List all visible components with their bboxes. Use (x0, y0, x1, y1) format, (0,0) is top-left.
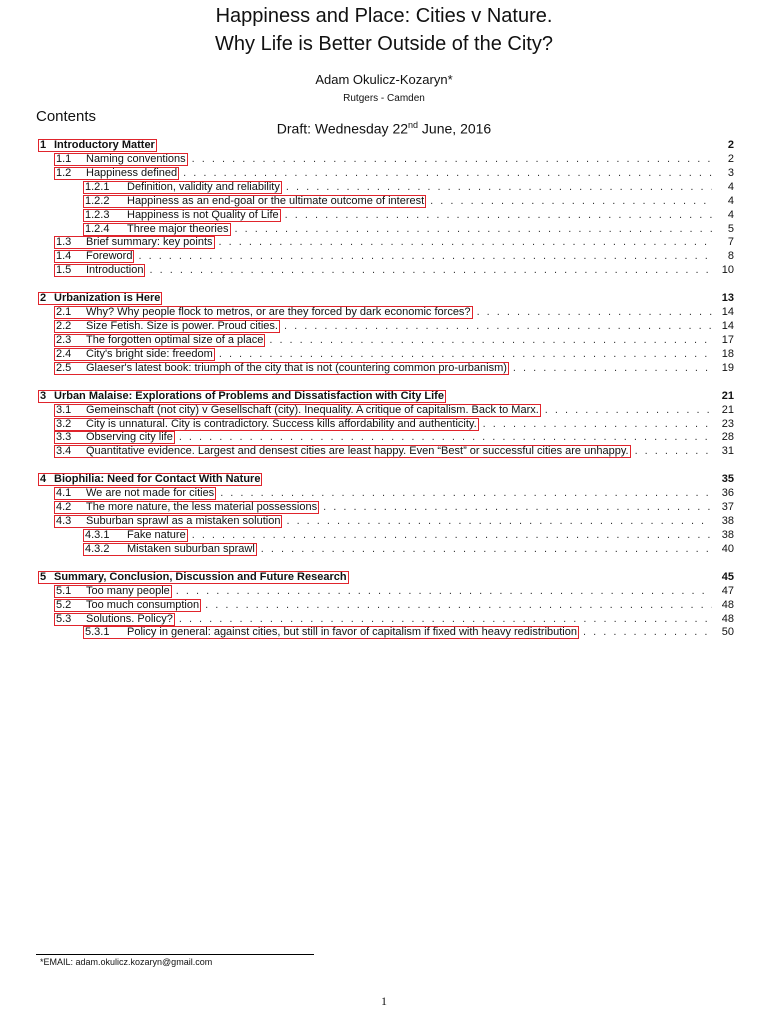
toc-entry (36, 501, 734, 514)
toc-page-number: 48 (721, 598, 734, 611)
toc-label: Definition, validity and reliability (127, 180, 280, 193)
toc-section (36, 571, 734, 584)
toc-entry (36, 626, 734, 639)
toc-dot-leader (215, 348, 712, 361)
toc-link[interactable] (38, 139, 157, 152)
toc-number: 4.1 (56, 487, 72, 500)
toc-dot-leader (426, 195, 712, 208)
toc-page-number: 4 (727, 194, 734, 207)
toc-label: We are not made for cities (86, 487, 215, 500)
toc-link[interactable] (83, 543, 257, 556)
toc-page-number: 28 (721, 431, 734, 444)
toc-number: 5.1 (56, 584, 72, 597)
toc-entry (36, 529, 734, 542)
toc-entry (36, 195, 734, 208)
toc-link[interactable] (54, 404, 541, 417)
toc-entry (36, 223, 734, 236)
toc-link[interactable] (54, 362, 509, 375)
toc-page-number: 23 (721, 417, 734, 430)
toc-link[interactable] (54, 167, 179, 180)
toc-label: Mistaken suburban sprawl (127, 542, 255, 555)
toc-number: 2.2 (56, 320, 72, 332)
footnote-rule (36, 954, 314, 955)
toc-page-number: 37 (721, 501, 734, 514)
contents-heading: Contents (36, 108, 97, 125)
toc-section (36, 473, 734, 486)
draft-prefix: Draft: Wednesday 22 (276, 120, 409, 137)
toc-dot-leader (265, 334, 712, 347)
toc-label: Gemeinschaft (not city) v Gesellschaft (city). Inequality. A critique of capitalism. Back to Marx. (86, 403, 539, 416)
toc-number: 3.3 (56, 431, 72, 444)
footnote-email: *EMAIL: adam.okulicz.kozaryn@gmail.com (40, 957, 213, 967)
toc-label: Quantitative evidence. Largest and densest cities are least happy. Even “Best” or successful cities are unhappy. (86, 445, 629, 458)
toc-number: 2.5 (56, 361, 72, 374)
toc-dot-leader (172, 585, 712, 598)
toc-dot-leader (201, 599, 712, 612)
draft-date (0, 120, 768, 137)
paper-title-line1: Happiness and Place: Cities v Nature. (215, 5, 553, 27)
toc-label: Naming conventions (86, 153, 186, 165)
toc-link[interactable] (54, 264, 145, 277)
toc-entry (36, 320, 734, 333)
toc-dot-leader (280, 320, 712, 333)
toc-link[interactable] (54, 153, 188, 166)
toc-link[interactable] (54, 445, 631, 458)
toc-label: Urbanization is Here (54, 292, 161, 305)
toc-dot-leader (215, 236, 712, 249)
toc-page-number: 10 (721, 264, 734, 277)
toc-entry (36, 445, 734, 458)
toc-page-number: 36 (721, 487, 734, 500)
toc-label: Introductory Matter (54, 139, 155, 151)
toc-number: 1 (40, 139, 47, 151)
toc-number: 1.1 (56, 153, 72, 165)
toc-page-number: 7 (727, 236, 734, 249)
toc-entry (36, 585, 734, 598)
toc-number: 1.2.1 (85, 180, 110, 193)
toc-label: Too many people (86, 584, 170, 597)
toc-link[interactable] (38, 473, 262, 486)
toc-link[interactable] (54, 501, 319, 514)
toc-link[interactable] (54, 320, 280, 333)
page-number: 1 (381, 994, 387, 1008)
toc-entry (36, 543, 734, 556)
toc-page-number: 3 (727, 166, 734, 179)
toc-number: 5.3 (56, 612, 72, 625)
toc-number: 4.3.2 (85, 542, 110, 555)
toc-link[interactable] (54, 515, 282, 528)
paper-title-line2: Why Life is Better Outside of the City? (215, 33, 553, 55)
toc-entry (36, 404, 734, 417)
toc-dot-leader (282, 515, 712, 528)
toc-link[interactable] (83, 626, 579, 639)
toc-entry (36, 181, 734, 194)
toc-label: Suburban sprawl as a mistaken solution (86, 515, 281, 527)
toc-link[interactable] (54, 487, 216, 500)
toc-link[interactable] (38, 390, 446, 403)
toc-number: 4 (40, 473, 47, 486)
toc-label: Observing city life (86, 431, 173, 444)
toc-label: Urban Malaise: Explorations of Problems and Dissatisfaction with City Life (54, 389, 444, 402)
toc-number: 1.3 (56, 236, 72, 249)
toc-page-number: 4 (727, 208, 734, 221)
toc-dot-leader (188, 153, 712, 166)
toc-link[interactable] (83, 195, 426, 208)
toc-link[interactable] (54, 585, 172, 598)
toc-number: 3 (40, 389, 47, 402)
toc-dot-leader (175, 613, 712, 626)
toc-link[interactable] (54, 599, 201, 612)
toc-page-number: 21 (721, 389, 734, 402)
toc-link[interactable] (54, 250, 134, 263)
toc-link[interactable] (54, 236, 215, 249)
toc-entry (36, 167, 734, 180)
toc-link[interactable] (54, 613, 175, 626)
toc-page-number: 18 (721, 347, 734, 360)
toc-number: 1.4 (56, 250, 72, 263)
toc-entry (36, 250, 734, 263)
draft-ordinal: nd (408, 120, 419, 130)
toc-page-number: 35 (721, 473, 734, 486)
toc-number: 1.5 (56, 264, 72, 277)
toc-dot-leader (473, 306, 712, 319)
toc-number: 5.3.1 (85, 626, 110, 639)
toc-dot-leader (231, 223, 713, 236)
toc-label: Foreword (86, 250, 133, 263)
toc-number: 1.2.2 (85, 194, 110, 207)
toc-dot-leader (281, 209, 712, 222)
toc-dot-leader (282, 181, 712, 194)
author-affiliation: Rutgers - Camden (343, 93, 425, 104)
toc-number: 3.1 (56, 403, 72, 416)
toc-label: Happiness as an end-goal or the ultimate outcome of interest (127, 194, 425, 207)
toc-entry (36, 209, 734, 222)
toc-label: Happiness defined (86, 166, 178, 179)
toc-entry (36, 348, 734, 361)
toc-entry (36, 431, 734, 444)
toc-entry (36, 264, 734, 277)
toc-dot-leader (631, 445, 712, 458)
toc-dot-leader (479, 418, 712, 431)
toc-page-number: 45 (721, 570, 734, 583)
toc-entry (36, 613, 734, 626)
toc-page-number: 40 (721, 542, 734, 555)
toc-dot-leader (179, 167, 712, 180)
toc-label: Solutions. Policy? (86, 612, 173, 625)
toc-page-number: 47 (721, 584, 734, 597)
toc-number: 1.2.4 (85, 222, 110, 235)
toc-page-number: 14 (721, 306, 734, 319)
toc-entry (36, 362, 734, 375)
toc-dot-leader (134, 250, 712, 263)
toc-dot-leader (216, 487, 712, 500)
toc-number: 5.2 (56, 598, 72, 611)
toc-link[interactable] (83, 529, 188, 542)
toc-number: 4.3.1 (85, 528, 110, 541)
toc-number: 3.4 (56, 445, 72, 458)
toc-number: 2.1 (56, 306, 72, 319)
toc-number: 4.2 (56, 501, 72, 514)
toc-entry (36, 334, 734, 347)
toc-dot-leader (257, 543, 712, 556)
toc-link[interactable] (83, 209, 281, 222)
toc-page-number: 8 (727, 250, 734, 263)
toc-label: Summary, Conclusion, Discussion and Future Research (54, 570, 347, 583)
toc-label: Policy in general: against cities, but still in favor of capitalism if fixed with heavy redistribution (127, 626, 577, 639)
toc-link[interactable] (38, 571, 349, 584)
toc-link[interactable] (38, 292, 162, 305)
toc-page-number: 38 (721, 515, 734, 527)
toc-dot-leader (579, 626, 712, 639)
toc-entry (36, 306, 734, 319)
toc-section (36, 390, 734, 403)
toc-link[interactable] (54, 348, 215, 361)
toc-entry (36, 599, 734, 612)
toc-label: Three major theories (127, 222, 229, 235)
toc-entry (36, 515, 734, 528)
toc-link[interactable] (54, 306, 473, 319)
toc-page-number: 2 (727, 153, 734, 165)
toc-number: 1.2.3 (85, 208, 110, 221)
toc-number: 2.4 (56, 347, 72, 360)
toc-link[interactable] (54, 431, 175, 444)
toc-section (36, 139, 734, 152)
toc-link[interactable] (54, 334, 265, 347)
toc-dot-leader (188, 529, 712, 542)
toc-label: City is unnatural. City is contradictory. Success kills affordability and authenticity. (86, 417, 477, 430)
toc-label: Biophilia: Need for Contact With Nature (54, 473, 261, 486)
draft-suffix: June, 2016 (418, 120, 492, 137)
toc-page-number: 14 (721, 320, 734, 332)
toc-page-number: 4 (727, 180, 734, 193)
author-name: Adam Okulicz-Kozaryn* (315, 72, 453, 87)
toc-page-number: 5 (727, 222, 734, 235)
toc-page-number: 31 (721, 445, 734, 458)
toc-dot-leader (509, 362, 712, 375)
toc-label: The forgotten optimal size of a place (86, 333, 264, 346)
toc-entry (36, 153, 734, 166)
toc-label: Fake nature (127, 528, 186, 541)
toc-page-number: 13 (721, 292, 734, 305)
toc-link[interactable] (54, 418, 479, 431)
toc-page-number: 50 (721, 626, 734, 639)
toc-label: The more nature, the less material possessions (86, 501, 318, 514)
toc-number: 3.2 (56, 417, 72, 430)
toc-page-number: 17 (721, 333, 734, 346)
toc-label: Glaeser's latest book: triumph of the city that is not (countering common pro-urbanism) (86, 361, 507, 374)
toc-label: Happiness is not Quality of Life (127, 208, 279, 221)
toc-page-number: 19 (721, 361, 734, 374)
toc-dot-leader (541, 404, 712, 417)
toc-label: Introduction (86, 264, 144, 277)
toc-number: 1.2 (56, 166, 72, 179)
toc-number: 5 (40, 570, 47, 583)
toc-link[interactable] (83, 181, 282, 194)
toc-number: 4.3 (56, 515, 72, 527)
toc-dot-leader (145, 264, 712, 277)
toc-entry (36, 418, 734, 431)
toc-page-number: 38 (721, 528, 734, 541)
toc-label: Brief summary: key points (86, 236, 213, 249)
toc-label: Size Fetish. Size is power. Proud cities. (86, 320, 278, 332)
toc-entry (36, 236, 734, 249)
toc-label: Why? Why people flock to metros, or are they forced by dark economic forces? (86, 306, 471, 319)
toc-number: 2.3 (56, 333, 72, 346)
toc-entry (36, 487, 734, 500)
toc-dot-leader (175, 431, 712, 444)
toc-page-number: 48 (721, 612, 734, 625)
toc-label: Too much consumption (86, 598, 200, 611)
toc-label: City's bright side: freedom (86, 347, 213, 360)
toc-section (36, 292, 734, 305)
toc-page-number: 2 (727, 139, 734, 151)
toc-dot-leader (319, 501, 712, 514)
toc-link[interactable] (83, 223, 231, 236)
toc-page-number: 21 (721, 403, 734, 416)
toc-number: 2 (40, 292, 47, 305)
